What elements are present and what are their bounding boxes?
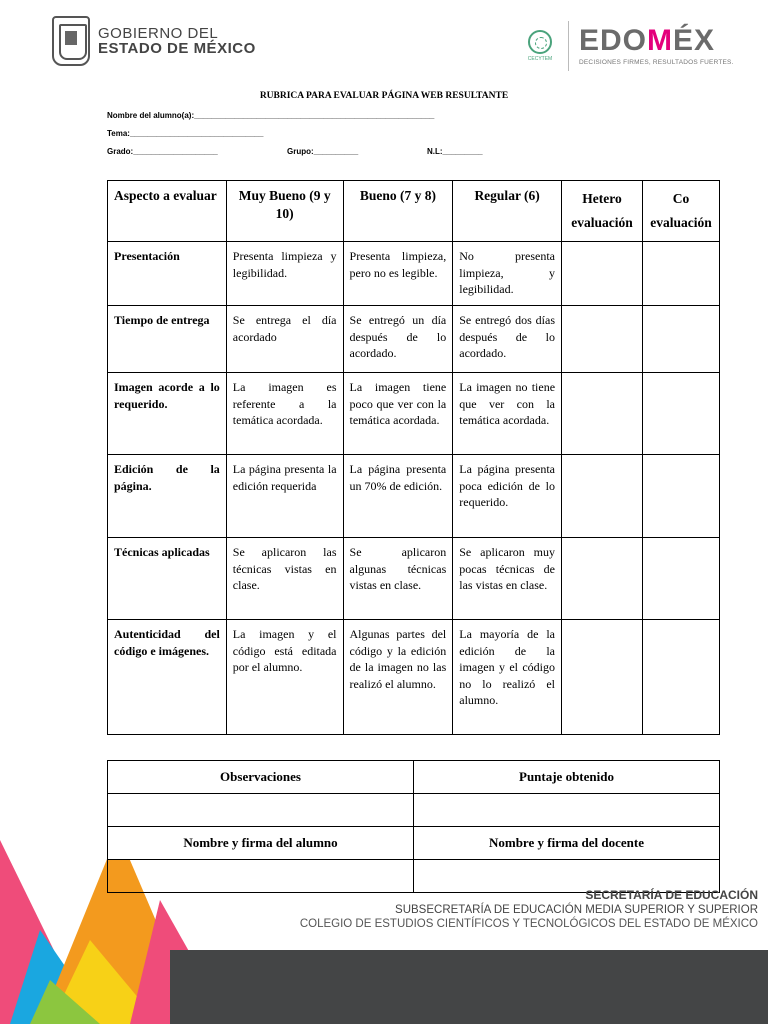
- firma-docente-header: Nombre y firma del docente: [414, 827, 720, 860]
- grade-field[interactable]: Grado:___________________: [107, 147, 218, 156]
- heteroevaluacion-cell[interactable]: [562, 306, 643, 373]
- regular-cell: La imagen no tiene que ver con la temática acordada.: [453, 373, 562, 455]
- bueno-cell: La imagen tiene poco que ver con la temática acordada.: [343, 373, 453, 455]
- table-row: [108, 538, 720, 620]
- student-name-field[interactable]: Nombre del alumno(a):______________________________________________________: [107, 111, 435, 120]
- muy-bueno-cell: La imagen y el código está editada por el alumno.: [226, 620, 343, 735]
- observaciones-cell[interactable]: [108, 794, 414, 827]
- cecytem-logo: [522, 30, 558, 62]
- edomex-word-pre: EDO: [579, 24, 648, 57]
- header-muy-bueno: Muy Bueno (9 y 10): [226, 181, 343, 242]
- aspect-cell: Tiempo de entrega: [108, 306, 227, 373]
- header-regular: Regular (6): [453, 181, 562, 242]
- aspect-cell: Autenticidad del código e imágenes.: [108, 620, 227, 735]
- regular-cell: La mayoría de la edición de la imagen y el código no lo realizó el alumno.: [453, 620, 562, 735]
- bueno-cell: Se aplicaron algunas técnicas vistas en clase.: [343, 538, 453, 620]
- bueno-cell: Se entregó un día después de lo acordado.: [343, 306, 453, 373]
- table-row: [108, 373, 720, 455]
- table-row: [108, 620, 720, 735]
- bueno-cell: Presenta limpieza, pero no es legible.: [343, 242, 453, 306]
- cecytem-emblem-icon: [528, 30, 552, 54]
- edomex-wordmark: [579, 26, 734, 66]
- muy-bueno-cell: Se aplicaron las técnicas vistas en clase.: [226, 538, 343, 620]
- rubric-header-row: [108, 181, 720, 242]
- footer-line3: COLEGIO DE ESTUDIOS CIENTÍFICOS Y TECNOLÓGICOS DEL ESTADO DE MÉXICO: [299, 918, 758, 931]
- heteroevaluacion-cell[interactable]: [562, 538, 643, 620]
- header-coevaluacion: Co evaluación: [642, 181, 719, 242]
- footer-line1: SECRETARÍA DE EDUCACIÓN: [585, 888, 758, 902]
- gobierno-logo: [52, 16, 256, 66]
- coevaluacion-cell[interactable]: [642, 242, 719, 306]
- edomex-tagline: DECISIONES FIRMES, RESULTADOS FUERTES.: [579, 59, 734, 66]
- regular-cell: Se aplicaron muy pocas técnicas de las vistas en clase.: [453, 538, 562, 620]
- coevaluacion-cell[interactable]: [642, 373, 719, 455]
- regular-cell: La página presenta poca edición de lo requerido.: [453, 455, 562, 538]
- muy-bueno-cell: Se entrega el día acordado: [226, 306, 343, 373]
- aspect-cell: Presentación: [108, 242, 227, 306]
- table-row: [108, 794, 720, 827]
- heteroevaluacion-cell[interactable]: [562, 242, 643, 306]
- header-aspect: Aspecto a evaluar: [108, 181, 227, 242]
- firma-alumno-header: Nombre y firma del alumno: [108, 827, 414, 860]
- aspect-cell: Edición de la página.: [108, 455, 227, 538]
- puntaje-header: Puntaje obtenido: [414, 761, 720, 794]
- edomex-logo-group: [522, 18, 734, 74]
- evaluation-summary-table: [107, 760, 720, 893]
- topic-field[interactable]: Tema:______________________________: [107, 129, 264, 138]
- gobierno-line1: GOBIERNO DEL: [98, 25, 219, 42]
- muy-bueno-cell: La página presenta la edición requerida: [226, 455, 343, 538]
- logo-divider: [568, 21, 569, 71]
- table-row: [108, 306, 720, 373]
- heteroevaluacion-cell[interactable]: [562, 455, 643, 538]
- heteroevaluacion-cell[interactable]: [562, 373, 643, 455]
- bueno-cell: La página presenta un 70% de edición.: [343, 455, 453, 538]
- muy-bueno-cell: Presenta limpieza y legibilidad.: [226, 242, 343, 306]
- gobierno-wordmark: [98, 26, 256, 56]
- header-bueno: Bueno (7 y 8): [343, 181, 453, 242]
- footer-line2: SUBSECRETARÍA DE EDUCACIÓN MEDIA SUPERIOR Y SUPERIOR: [395, 904, 758, 916]
- coevaluacion-cell[interactable]: [642, 306, 719, 373]
- footer-text: [300, 888, 758, 932]
- aspect-cell: Técnicas aplicadas: [108, 538, 227, 620]
- state-seal-icon: [52, 16, 90, 66]
- bueno-cell: Algunas partes del código y la edición de la imagen no las realizó el alumno.: [343, 620, 453, 735]
- muy-bueno-cell: La imagen es referente a la temática acordada.: [226, 373, 343, 455]
- heteroevaluacion-cell[interactable]: [562, 620, 643, 735]
- coevaluacion-cell[interactable]: [642, 455, 719, 538]
- regular-cell: No presenta limpieza, y legibilidad.: [453, 242, 562, 306]
- header-heteroevaluacion: Hetero evaluación: [562, 181, 643, 242]
- rubric-table: [107, 180, 720, 735]
- regular-cell: Se entregó dos días después de lo acordado.: [453, 306, 562, 373]
- aspect-cell: Imagen acorde a lo requerido.: [108, 373, 227, 455]
- edomex-word: [579, 26, 734, 56]
- table-row: [108, 242, 720, 306]
- observaciones-header: Observaciones: [108, 761, 414, 794]
- table-row: [108, 761, 720, 794]
- cecytem-label: CECYTEM: [527, 56, 553, 62]
- table-row: [108, 827, 720, 860]
- puntaje-cell[interactable]: [414, 794, 720, 827]
- edomex-word-m: M: [647, 24, 674, 57]
- group-field[interactable]: Grupo:__________: [287, 147, 359, 156]
- document-title: RUBRICA PARA EVALUAR PÁGINA WEB RESULTANTE: [259, 91, 509, 101]
- gobierno-line2: ESTADO DE MÉXICO: [98, 40, 256, 57]
- table-row: [108, 455, 720, 538]
- edomex-word-post: ÉX: [673, 24, 716, 57]
- footer-band: [170, 950, 768, 1024]
- coevaluacion-cell[interactable]: [642, 538, 719, 620]
- list-number-field[interactable]: N.L:_________: [427, 147, 483, 156]
- coevaluacion-cell[interactable]: [642, 620, 719, 735]
